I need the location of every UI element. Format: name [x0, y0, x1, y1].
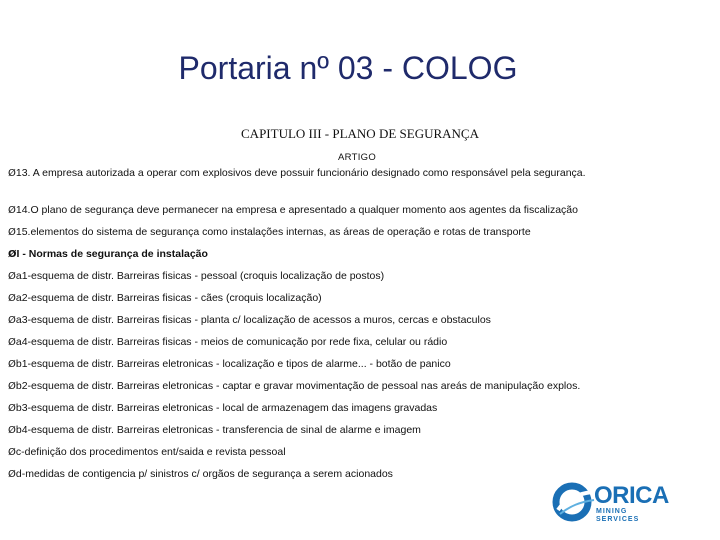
item-15: Ø15.elementos do sistema de segurança como instalações internas, as áreas de operação e rotas de transporte	[8, 226, 531, 238]
item-14: Ø14.O plano de segurança deve permanecer na empresa e apresentado a qualquer momento aos agentes da fiscalização	[8, 204, 578, 216]
arrow-bullet-icon: Ø	[8, 381, 16, 392]
item-b1: Øb1-esquema de distr. Barreiras eletronicas - localização e tipos de alarme... - botão de panico	[8, 358, 451, 370]
arrow-bullet-icon: Ø	[8, 337, 16, 348]
arrow-bullet-icon: Ø	[8, 293, 16, 304]
item-a2: Øa2-esquema de distr. Barreiras fisicas - cães (croquis localização)	[8, 292, 322, 304]
item-b3: Øb3-esquema de distr. Barreiras eletronicas - local de armazenagem das imagens gravadas	[8, 402, 438, 414]
logo-line-1: MINING	[596, 508, 628, 515]
item-a1: Øa1-esquema de distr. Barreiras fisicas - pessoal (croquis localização de postos)	[8, 270, 385, 282]
chapter-heading: CAPITULO III - PLANO DE SEGURANÇA	[241, 126, 479, 141]
arrow-bullet-icon: Ø	[8, 168, 16, 179]
logo-line-2: SERVICES	[596, 516, 640, 523]
orica-swirl-icon	[552, 480, 596, 524]
arrow-bullet-icon: Ø	[8, 271, 16, 282]
item-b2: Øb2-esquema de distr. Barreiras eletronicas - captar e gravar movimentação de pessoal nas areás de manipulação explos.	[8, 380, 581, 392]
arrow-bullet-icon: Ø	[8, 249, 17, 260]
item-13: Ø13. A empresa autorizada a operar com explosivos deve possuir funcionário designado como responsável pela segurança.	[8, 167, 586, 179]
logo-wordmark: ORICA	[594, 482, 669, 509]
item-d: Ød-medidas de contigencia p/ sinistros c/ orgãos de segurança a serem acionados	[8, 468, 393, 480]
arrow-bullet-icon: Ø	[8, 425, 16, 436]
arrow-bullet-icon: Ø	[8, 469, 16, 480]
item-a4: Øa4-esquema de distr. Barreiras fisicas - meios de comunicação por rede fixa, celular ou rádio	[8, 336, 448, 348]
arrow-bullet-icon: Ø	[8, 205, 16, 216]
item-a3: Øa3-esquema de distr. Barreiras fisicas - planta c/ localização de acessos a muros, cercas e obstaculos	[8, 314, 491, 326]
orica-logo	[552, 478, 672, 528]
item-c: Øc-definição dos procedimentos ent/saida e revista pessoal	[8, 446, 286, 458]
arrow-bullet-icon: Ø	[8, 227, 16, 238]
arrow-bullet-icon: Ø	[8, 359, 16, 370]
arrow-bullet-icon: Ø	[8, 315, 16, 326]
arrow-bullet-icon: Ø	[8, 447, 16, 458]
artigo-label: ARTIGO	[337, 152, 377, 163]
item-b4: Øb4-esquema de distr. Barreiras eletronicas - transferencia de sinal de alarme e imagem	[8, 424, 421, 436]
item-normas: ØI - Normas de segurança de instalação	[8, 248, 208, 260]
arrow-bullet-icon: Ø	[8, 403, 16, 414]
slide-title: Portaria nº 03 - COLOG	[178, 50, 518, 86]
